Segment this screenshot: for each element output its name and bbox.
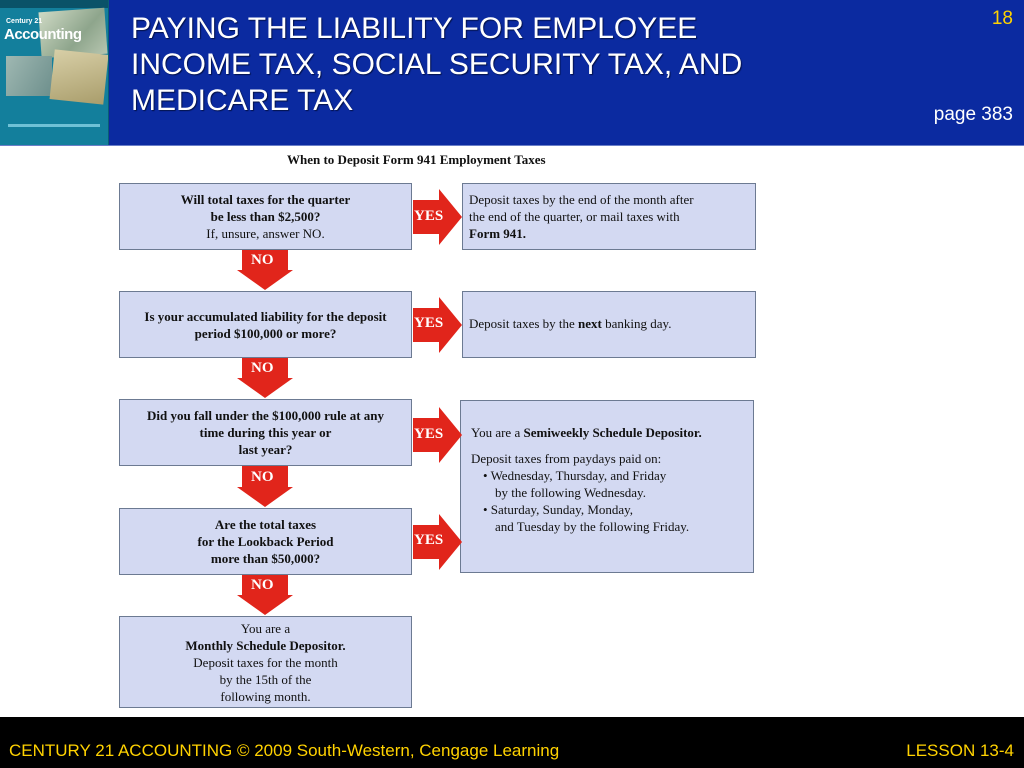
question-line: If, unsure, answer NO. [206, 226, 325, 241]
question-line: be less than $2,500? [210, 209, 321, 224]
cover-photo-3 [6, 56, 52, 96]
question-line: last year? [238, 442, 293, 457]
slide-title-line: INCOME TAX, SOCIAL SECURITY TAX, AND [131, 48, 743, 81]
no-label: NO [251, 469, 274, 485]
result-box-monthly-depositor [119, 616, 412, 708]
no-label: NO [251, 360, 274, 376]
answer-text: You are a [471, 425, 524, 440]
answer-emphasis: next [578, 316, 602, 331]
answer-emphasis: Semiweekly Schedule Depositor. [523, 425, 702, 440]
no-label: NO [251, 577, 274, 593]
cover-photo-2 [50, 49, 109, 104]
question-box-lookback-period [119, 508, 412, 575]
answer-text: banking day. [601, 316, 672, 331]
result-line: You are a [240, 620, 291, 636]
footer-lesson-number: LESSON 13-4 [906, 741, 1014, 760]
result-line: by the 15th of the [219, 671, 312, 687]
no-label: NO [251, 252, 274, 268]
answer-box-semiweekly-depositor [460, 400, 754, 573]
question-box-accumulated-liability [119, 291, 412, 358]
answer-box-next-banking-day [462, 291, 756, 358]
question-line: Are the total taxes [214, 517, 317, 532]
bullet-item-continued: and Tuesday by the following Friday. [495, 519, 690, 534]
cover-brand-top: Century 21 [6, 18, 43, 25]
slide-title-line: MEDICARE TAX [131, 84, 354, 117]
page-reference: page 383 [933, 104, 1013, 125]
question-line: for the Lookback Period [197, 534, 334, 549]
result-line: Deposit taxes for the month [193, 654, 338, 670]
result-line: following month. [220, 688, 311, 704]
question-box-quarter-taxes [119, 183, 412, 250]
question-box-100000-rule [119, 399, 412, 466]
bullet-item: • Wednesday, Thursday, and Friday [483, 468, 667, 483]
textbook-cover-image [0, 0, 109, 145]
slide-title [131, 11, 851, 119]
answer-line: the end of the quarter, or mail taxes with [469, 209, 680, 224]
slide-title-line: PAYING THE LIABILITY FOR EMPLOYEE [131, 12, 698, 45]
answer-heading [471, 424, 743, 441]
footer-copyright: CENTURY 21 ACCOUNTING © 2009 South-Western, Cengage Learning [9, 741, 560, 760]
cover-brand-logo: Accounting [4, 26, 82, 43]
bullet-item-continued: by the following Wednesday. [495, 485, 646, 500]
yes-label: YES [414, 426, 444, 442]
question-line: Did you fall under the $100,000 rule at any [146, 408, 385, 423]
yes-label: YES [414, 315, 444, 331]
question-line: time during this year or [199, 425, 332, 440]
cover-stripe [8, 124, 100, 127]
result-line: Monthly Schedule Depositor. [185, 637, 346, 653]
diagram-title: When to Deposit Form 941 Employment Taxes [287, 152, 546, 167]
slide-number: 18 [991, 8, 1013, 29]
answer-line: Deposit taxes from paydays paid on: [471, 451, 662, 466]
answer-line: Deposit taxes by the end of the month after [469, 192, 694, 207]
answer-box-quarterly-deposit [462, 183, 756, 250]
question-line: period $100,000 or more? [194, 325, 337, 341]
slide-footer [0, 717, 1024, 768]
question-line: more than $50,000? [210, 551, 321, 566]
yes-label: YES [414, 208, 444, 224]
question-line: Is your accumulated liability for the deposit [144, 308, 387, 324]
bullet-item: • Saturday, Sunday, Monday, [483, 502, 634, 517]
cover-top-band [0, 0, 109, 8]
slide-header [0, 0, 1024, 146]
yes-label: YES [414, 532, 444, 548]
answer-text: Deposit taxes by the [469, 316, 579, 331]
answer-line: Form 941. [469, 226, 527, 241]
question-line: Will total taxes for the quarter [180, 192, 351, 207]
